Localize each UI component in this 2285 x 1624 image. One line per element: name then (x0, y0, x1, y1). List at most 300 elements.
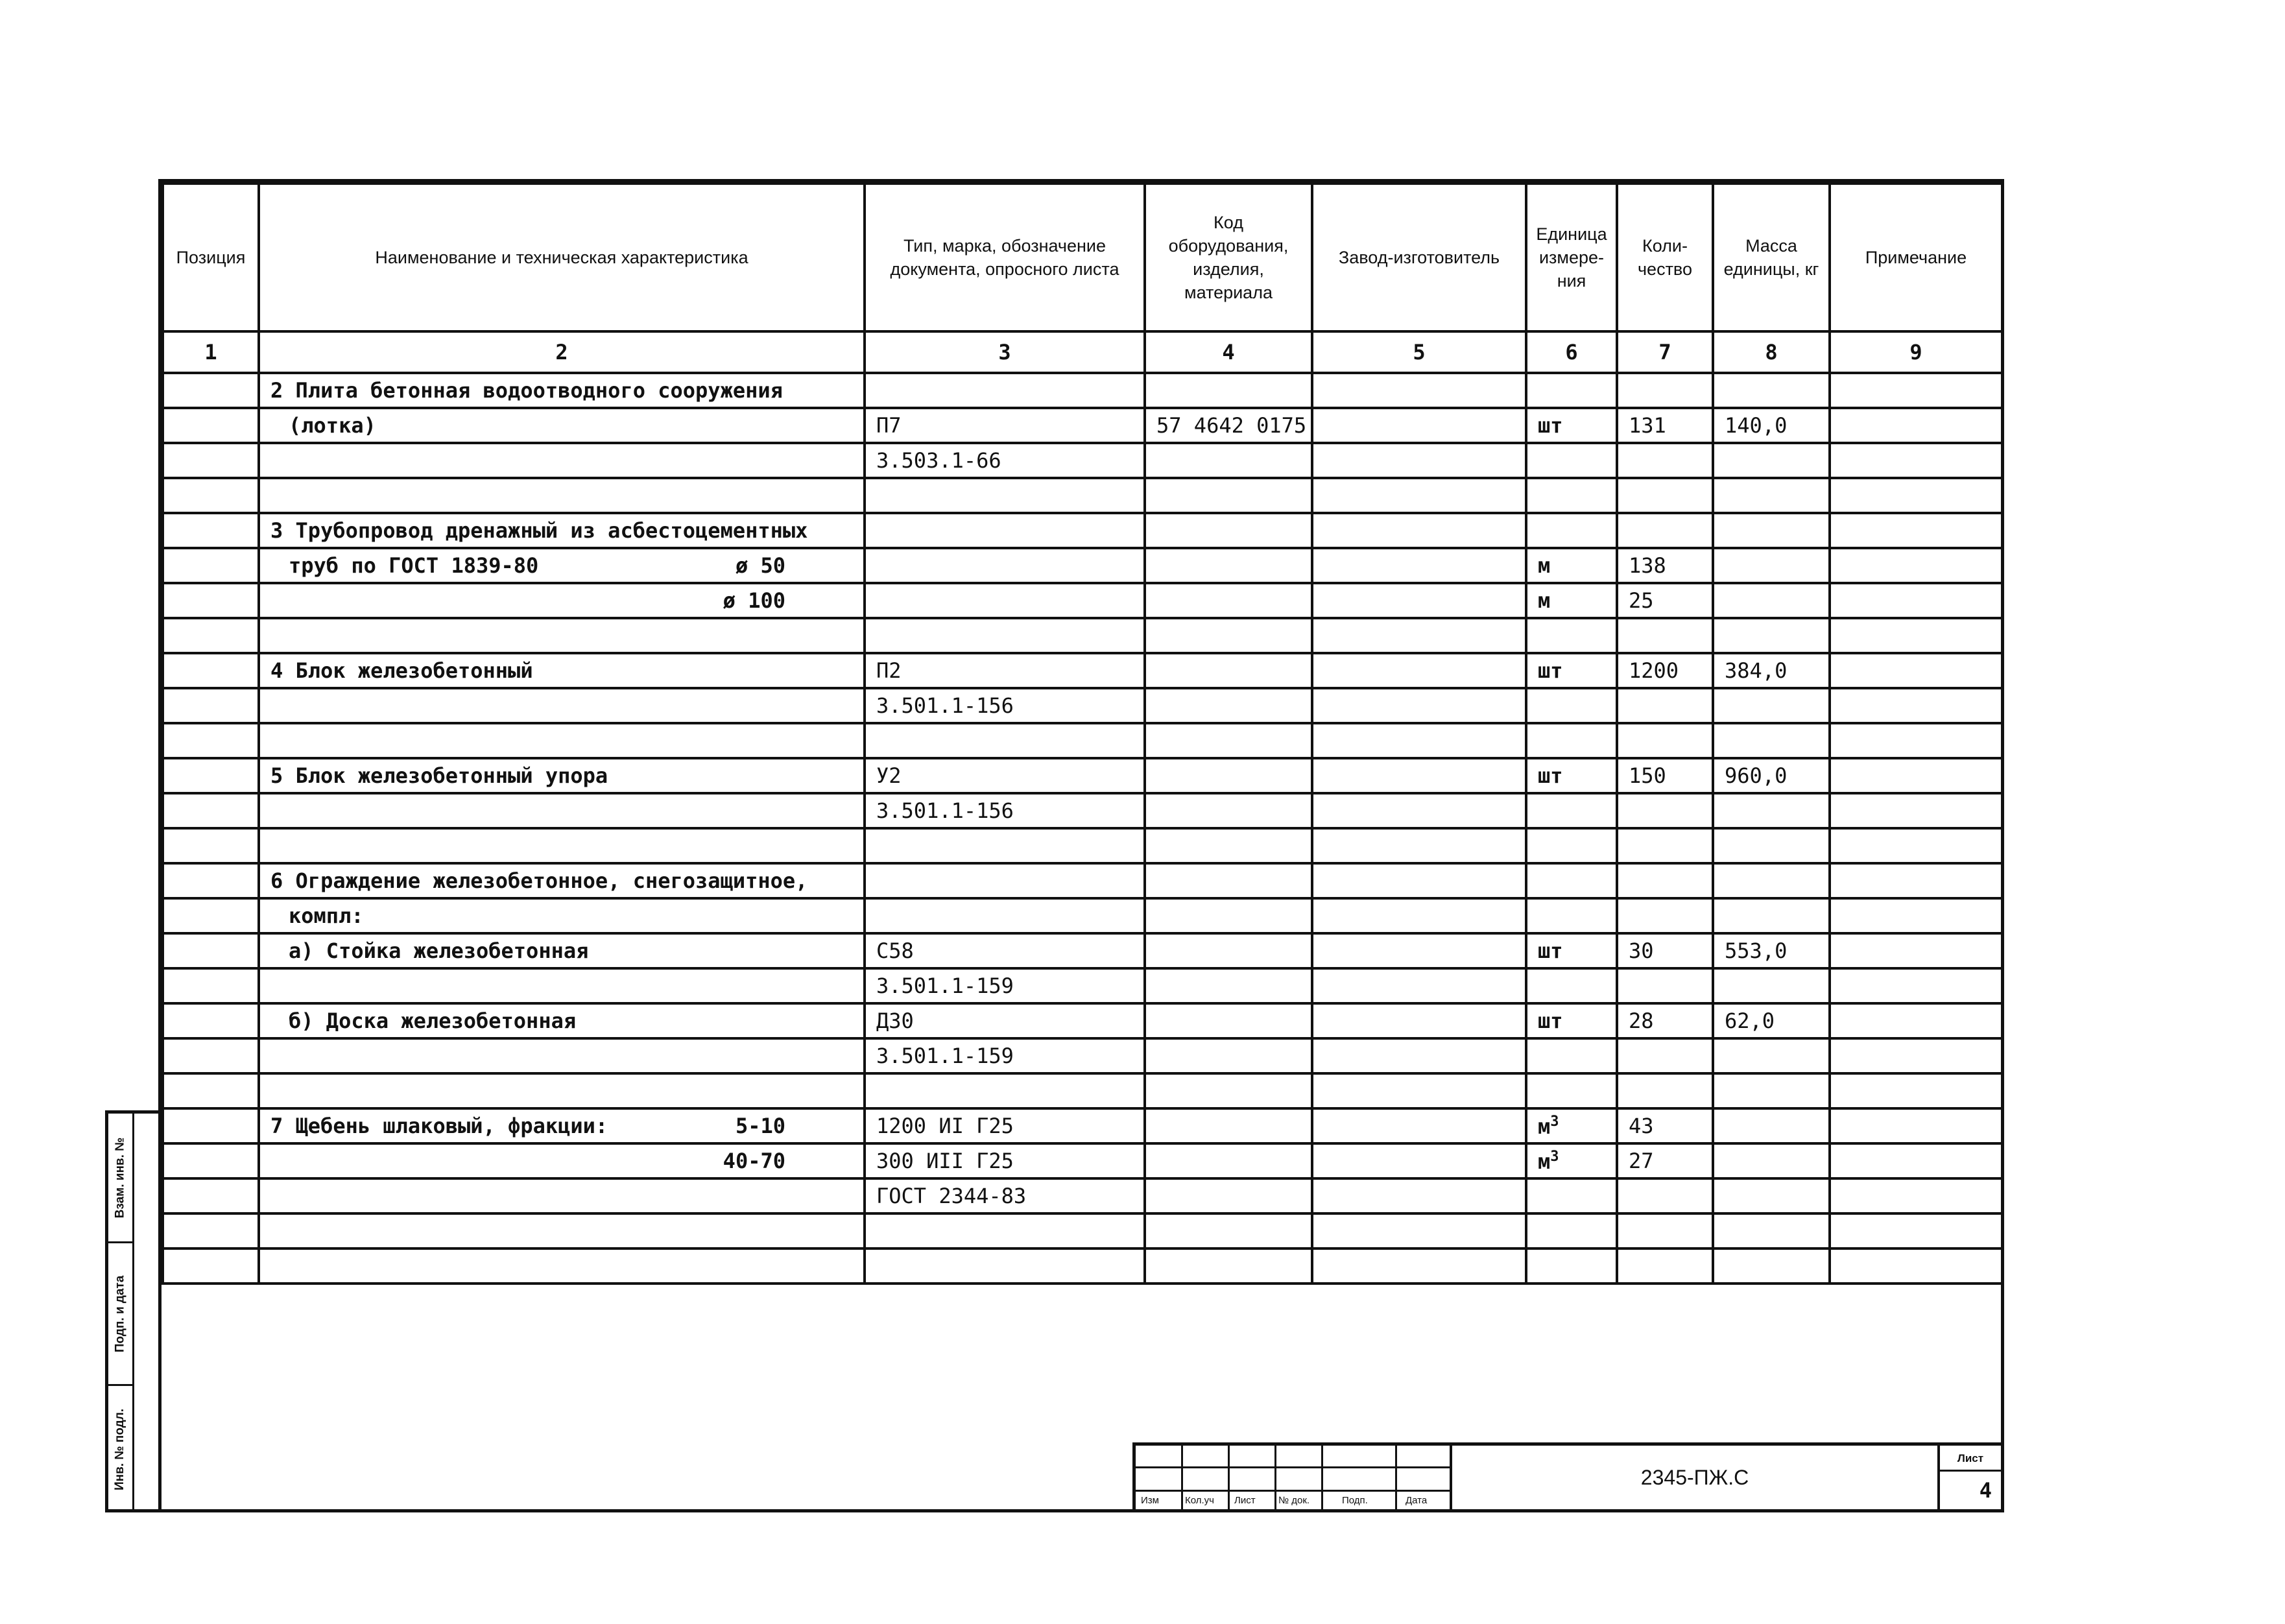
maker-cell (1312, 898, 1526, 933)
maker-cell (1312, 1213, 1526, 1248)
qty-cell (1617, 1213, 1713, 1248)
mass-cell (1713, 723, 1830, 758)
position-cell (163, 1108, 259, 1143)
table-row (163, 1178, 2002, 1213)
note-cell (1830, 968, 2002, 1003)
header-type: Тип, марка, обозначение документа, опросного листа (865, 184, 1145, 331)
maker-cell (1312, 1178, 1526, 1213)
type-cell: 3.501.1-159 (865, 1038, 1145, 1073)
mass-cell (1713, 968, 1830, 1003)
qty-cell (1617, 478, 1713, 513)
qty-cell: 28 (1617, 1003, 1713, 1038)
note-cell (1830, 443, 2002, 478)
unit-cell (1526, 1178, 1617, 1213)
code-cell (1145, 653, 1312, 688)
qty-cell: 25 (1617, 583, 1713, 618)
code-cell (1145, 863, 1312, 898)
qty-cell (1617, 1073, 1713, 1108)
name-cell (259, 408, 865, 443)
name-cell (259, 653, 865, 688)
unit-cell: шт (1526, 1003, 1617, 1038)
table-row (163, 1038, 2002, 1073)
code-cell (1145, 513, 1312, 548)
name-cell (259, 723, 865, 758)
table-row (163, 1248, 2002, 1284)
header-maker: Завод-изготовитель (1312, 184, 1526, 331)
maker-cell (1312, 1108, 1526, 1143)
item-name: 7 Щебень шлаковый, фракции: (270, 1114, 608, 1138)
table-row (163, 1108, 2002, 1143)
unit-cell (1526, 1108, 1617, 1143)
side-stamp-label: Инв. № подл. (113, 1408, 127, 1490)
column-number: 1 (163, 331, 259, 373)
qty-cell (1617, 793, 1713, 828)
table-row (163, 478, 2002, 513)
column-number: 2 (259, 331, 865, 373)
type-cell (865, 828, 1145, 863)
maker-cell (1312, 618, 1526, 653)
type-cell: П7 (865, 408, 1145, 443)
mass-cell (1713, 443, 1830, 478)
sheet-label: Лист (1940, 1446, 2001, 1472)
unit-cell (1526, 898, 1617, 933)
item-name: компл: (289, 903, 364, 928)
position-cell (163, 898, 259, 933)
note-cell (1830, 863, 2002, 898)
column-number: 7 (1617, 331, 1713, 373)
qty-cell (1617, 1178, 1713, 1213)
item-name: а) Стойка железобетонная (289, 938, 589, 963)
column-number: 9 (1830, 331, 2002, 373)
code-cell (1145, 688, 1312, 723)
maker-cell (1312, 478, 1526, 513)
type-cell: 300 ИII Г25 (865, 1143, 1145, 1178)
side-stamp-cell (108, 1386, 134, 1512)
type-cell (865, 548, 1145, 583)
unit-cell: м (1526, 583, 1617, 618)
name-cell (259, 1108, 865, 1143)
maker-cell (1312, 513, 1526, 548)
maker-cell (1312, 968, 1526, 1003)
type-cell (865, 1248, 1145, 1284)
maker-cell (1312, 408, 1526, 443)
position-cell (163, 373, 259, 408)
code-cell (1145, 968, 1312, 1003)
qty-cell (1617, 443, 1713, 478)
name-cell (259, 1073, 865, 1108)
type-cell (865, 723, 1145, 758)
unit-cell (1526, 968, 1617, 1003)
header-qty: Коли-чество (1617, 184, 1713, 331)
position-cell (163, 968, 259, 1003)
note-cell (1830, 653, 2002, 688)
title-block-label: Изм (1141, 1495, 1159, 1506)
mass-cell (1713, 513, 1830, 548)
mass-cell (1713, 1178, 1830, 1213)
name-cell (259, 443, 865, 478)
maker-cell (1312, 1038, 1526, 1073)
qty-cell (1617, 1248, 1713, 1284)
maker-cell (1312, 653, 1526, 688)
code-cell (1145, 1003, 1312, 1038)
code-cell (1145, 898, 1312, 933)
item-name: 4 Блок железобетонный (270, 658, 533, 683)
qty-cell: 138 (1617, 548, 1713, 583)
position-cell (163, 478, 259, 513)
code-cell (1145, 723, 1312, 758)
table-row (163, 898, 2002, 933)
unit-cell (1526, 1143, 1617, 1178)
type-cell: 3.501.1-156 (865, 688, 1145, 723)
position-cell (163, 828, 259, 863)
code-cell (1145, 583, 1312, 618)
name-cell (259, 933, 865, 968)
unit-cell (1526, 1248, 1617, 1284)
note-cell (1830, 1108, 2002, 1143)
code-cell (1145, 1108, 1312, 1143)
table-row (163, 653, 2002, 688)
qty-cell (1617, 373, 1713, 408)
name-cell (259, 373, 865, 408)
unit-cell (1526, 478, 1617, 513)
sheet-number-box (1937, 1446, 2001, 1509)
item-name: (лотка) (289, 413, 376, 438)
name-cell (259, 1213, 865, 1248)
name-cell (259, 1143, 865, 1178)
mass-cell (1713, 548, 1830, 583)
note-cell (1830, 898, 2002, 933)
title-block-label: Подп. (1342, 1495, 1368, 1506)
code-cell (1145, 1038, 1312, 1073)
header-note: Примечание (1830, 184, 2002, 331)
column-number: 6 (1526, 331, 1617, 373)
type-cell: 3.501.1-156 (865, 793, 1145, 828)
position-cell (163, 933, 259, 968)
code-cell (1145, 618, 1312, 653)
table-row (163, 1073, 2002, 1108)
position-cell (163, 1213, 259, 1248)
maker-cell (1312, 828, 1526, 863)
unit-cell (1526, 1073, 1617, 1108)
maker-cell (1312, 583, 1526, 618)
type-cell: П2 (865, 653, 1145, 688)
name-cell (259, 618, 865, 653)
mass-cell (1713, 1213, 1830, 1248)
gravel-fraction: 5-10 (735, 1114, 785, 1138)
qty-cell (1617, 968, 1713, 1003)
name-cell (259, 828, 865, 863)
maker-cell (1312, 863, 1526, 898)
unit-exponent: 3 (1550, 1114, 1559, 1130)
code-cell (1145, 373, 1312, 408)
code-cell (1145, 443, 1312, 478)
code-cell (1145, 1073, 1312, 1108)
note-cell (1830, 688, 2002, 723)
header-row (163, 184, 2002, 331)
code-cell (1145, 548, 1312, 583)
name-cell (259, 513, 865, 548)
type-cell (865, 583, 1145, 618)
position-cell (163, 583, 259, 618)
column-number: 4 (1145, 331, 1312, 373)
note-cell (1830, 408, 2002, 443)
document-code: 2345-ПЖ.С (1450, 1446, 1937, 1509)
grid-line (1181, 1446, 1183, 1509)
note-cell (1830, 1038, 2002, 1073)
title-block (1132, 1442, 2004, 1512)
qty-cell: 30 (1617, 933, 1713, 968)
maker-cell (1312, 1248, 1526, 1284)
maker-cell (1312, 688, 1526, 723)
mass-cell (1713, 1248, 1830, 1284)
type-cell (865, 513, 1145, 548)
table-row (163, 513, 2002, 548)
unit-cell (1526, 723, 1617, 758)
type-cell (865, 478, 1145, 513)
note-cell (1830, 1213, 2002, 1248)
name-cell (259, 583, 865, 618)
mass-cell (1713, 1143, 1830, 1178)
unit-cell: шт (1526, 933, 1617, 968)
name-cell (259, 898, 865, 933)
type-cell (865, 1073, 1145, 1108)
code-cell (1145, 478, 1312, 513)
table-row (163, 1143, 2002, 1178)
column-number: 5 (1312, 331, 1526, 373)
title-block-label: № док. (1278, 1495, 1310, 1506)
name-cell (259, 793, 865, 828)
mass-cell: 960,0 (1713, 758, 1830, 793)
qty-cell (1617, 618, 1713, 653)
side-stamp-label: Подп. и дата (113, 1275, 127, 1352)
position-cell (163, 513, 259, 548)
maker-cell (1312, 373, 1526, 408)
unit-cell (1526, 373, 1617, 408)
mass-cell: 384,0 (1713, 653, 1830, 688)
qty-cell (1617, 723, 1713, 758)
mass-cell (1713, 1073, 1830, 1108)
position-cell (163, 723, 259, 758)
name-cell (259, 1248, 865, 1284)
unit-cell: шт (1526, 408, 1617, 443)
table-row (163, 828, 2002, 863)
qty-cell: 131 (1617, 408, 1713, 443)
note-cell (1830, 1143, 2002, 1178)
mass-cell: 553,0 (1713, 933, 1830, 968)
position-cell (163, 618, 259, 653)
grid-line (1228, 1446, 1230, 1509)
position-cell (163, 793, 259, 828)
table-row (163, 548, 2002, 583)
note-cell (1830, 548, 2002, 583)
column-number: 3 (865, 331, 1145, 373)
qty-cell (1617, 863, 1713, 898)
table-row (163, 968, 2002, 1003)
item-name: 5 Блок железобетонный упора (270, 763, 608, 788)
item-name: 2 Плита бетонная водоотводного сооружения (270, 378, 783, 403)
grid-line (1321, 1446, 1323, 1509)
name-cell (259, 688, 865, 723)
code-cell (1145, 1178, 1312, 1213)
note-cell (1830, 758, 2002, 793)
name-cell (259, 548, 865, 583)
unit-cell (1526, 688, 1617, 723)
code-cell: 57 4642 0175 (1145, 408, 1312, 443)
type-cell: Д30 (865, 1003, 1145, 1038)
mass-cell (1713, 1038, 1830, 1073)
name-cell (259, 478, 865, 513)
title-block-label: Лист (1234, 1495, 1256, 1506)
note-cell (1830, 478, 2002, 513)
position-cell (163, 758, 259, 793)
qty-cell: 43 (1617, 1108, 1713, 1143)
qty-cell: 1200 (1617, 653, 1713, 688)
code-cell (1145, 828, 1312, 863)
mass-cell (1713, 1108, 1830, 1143)
header-name: Наименование и техническая характеристика (259, 184, 865, 331)
mass-cell (1713, 793, 1830, 828)
qty-cell: 150 (1617, 758, 1713, 793)
header-code: Код оборудования, изделия, материала (1145, 184, 1312, 331)
qty-cell: 27 (1617, 1143, 1713, 1178)
mass-cell (1713, 898, 1830, 933)
qty-cell (1617, 898, 1713, 933)
table-row (163, 1003, 2002, 1038)
type-cell: 3.503.1-66 (865, 443, 1145, 478)
table-row (163, 408, 2002, 443)
type-cell: 3.501.1-159 (865, 968, 1145, 1003)
header-position: Позиция (163, 184, 259, 331)
type-cell (865, 898, 1145, 933)
item-name: б) Доска железобетонная (289, 1009, 577, 1033)
item-name: 6 Ограждение железобетонное, снегозащитное, (270, 868, 808, 893)
code-cell (1145, 933, 1312, 968)
header-unit: Единица измере-ния (1526, 184, 1617, 331)
position-cell (163, 1003, 259, 1038)
column-number-row (163, 331, 2002, 373)
name-cell (259, 758, 865, 793)
note-cell (1830, 723, 2002, 758)
unit-cell (1526, 1213, 1617, 1248)
column-number: 8 (1713, 331, 1830, 373)
table-row (163, 443, 2002, 478)
mass-cell (1713, 688, 1830, 723)
position-cell (163, 443, 259, 478)
maker-cell (1312, 723, 1526, 758)
mass-cell: 140,0 (1713, 408, 1830, 443)
table-row (163, 723, 2002, 758)
maker-cell (1312, 548, 1526, 583)
note-cell (1830, 1003, 2002, 1038)
title-block-grid (1136, 1446, 1450, 1509)
note-cell (1830, 933, 2002, 968)
unit-cell (1526, 1038, 1617, 1073)
code-cell (1145, 793, 1312, 828)
position-cell (163, 548, 259, 583)
unit-cell (1526, 513, 1617, 548)
position-cell (163, 1248, 259, 1284)
position-cell (163, 1143, 259, 1178)
unit-value: м (1538, 1149, 1551, 1174)
mass-cell (1713, 478, 1830, 513)
table-row (163, 618, 2002, 653)
name-cell (259, 863, 865, 898)
position-cell (163, 1073, 259, 1108)
qty-cell (1617, 828, 1713, 863)
table-row (163, 933, 2002, 968)
position-cell (163, 1038, 259, 1073)
name-cell (259, 1178, 865, 1213)
code-cell (1145, 1143, 1312, 1178)
drawing-sheet (158, 179, 2004, 1512)
name-cell (259, 968, 865, 1003)
title-block-label: Дата (1406, 1495, 1428, 1506)
qty-cell (1617, 688, 1713, 723)
position-cell (163, 863, 259, 898)
type-cell (865, 618, 1145, 653)
unit-cell (1526, 793, 1617, 828)
name-cell (259, 1038, 865, 1073)
specification-table (162, 182, 2004, 1285)
note-cell (1830, 793, 2002, 828)
unit-value: м (1538, 1114, 1551, 1139)
note-cell (1830, 618, 2002, 653)
qty-cell (1617, 513, 1713, 548)
table-row (163, 863, 2002, 898)
qty-cell (1617, 1038, 1713, 1073)
code-cell (1145, 1248, 1312, 1284)
maker-cell (1312, 793, 1526, 828)
maker-cell (1312, 758, 1526, 793)
unit-cell (1526, 443, 1617, 478)
mass-cell: 62,0 (1713, 1003, 1830, 1038)
maker-cell (1312, 1003, 1526, 1038)
unit-cell (1526, 828, 1617, 863)
header-mass: Масса единицы, кг (1713, 184, 1830, 331)
type-cell: С58 (865, 933, 1145, 968)
type-cell (865, 1213, 1145, 1248)
unit-cell (1526, 618, 1617, 653)
item-name: 3 Трубопровод дренажный из асбестоцементных (270, 518, 808, 543)
side-stamp (105, 1110, 158, 1512)
unit-cell: шт (1526, 758, 1617, 793)
side-stamp-cell (108, 1114, 134, 1243)
pipe-diameter: ø 100 (723, 588, 785, 613)
type-cell (865, 373, 1145, 408)
title-block-label: Кол.уч (1185, 1495, 1214, 1506)
code-cell (1145, 1213, 1312, 1248)
table-row (163, 1213, 2002, 1248)
unit-cell: шт (1526, 653, 1617, 688)
maker-cell (1312, 1073, 1526, 1108)
side-stamp-cell (108, 1243, 134, 1386)
type-cell: У2 (865, 758, 1145, 793)
position-cell (163, 408, 259, 443)
grid-line (1395, 1446, 1397, 1509)
item-name: труб по ГОСТ 1839-80 (289, 553, 539, 578)
type-cell: ГОСТ 2344-83 (865, 1178, 1145, 1213)
table-row (163, 758, 2002, 793)
note-cell (1830, 373, 2002, 408)
mass-cell (1713, 828, 1830, 863)
position-cell (163, 688, 259, 723)
note-cell (1830, 583, 2002, 618)
maker-cell (1312, 443, 1526, 478)
position-cell (163, 1178, 259, 1213)
position-cell (163, 653, 259, 688)
mass-cell (1713, 373, 1830, 408)
note-cell (1830, 1178, 2002, 1213)
